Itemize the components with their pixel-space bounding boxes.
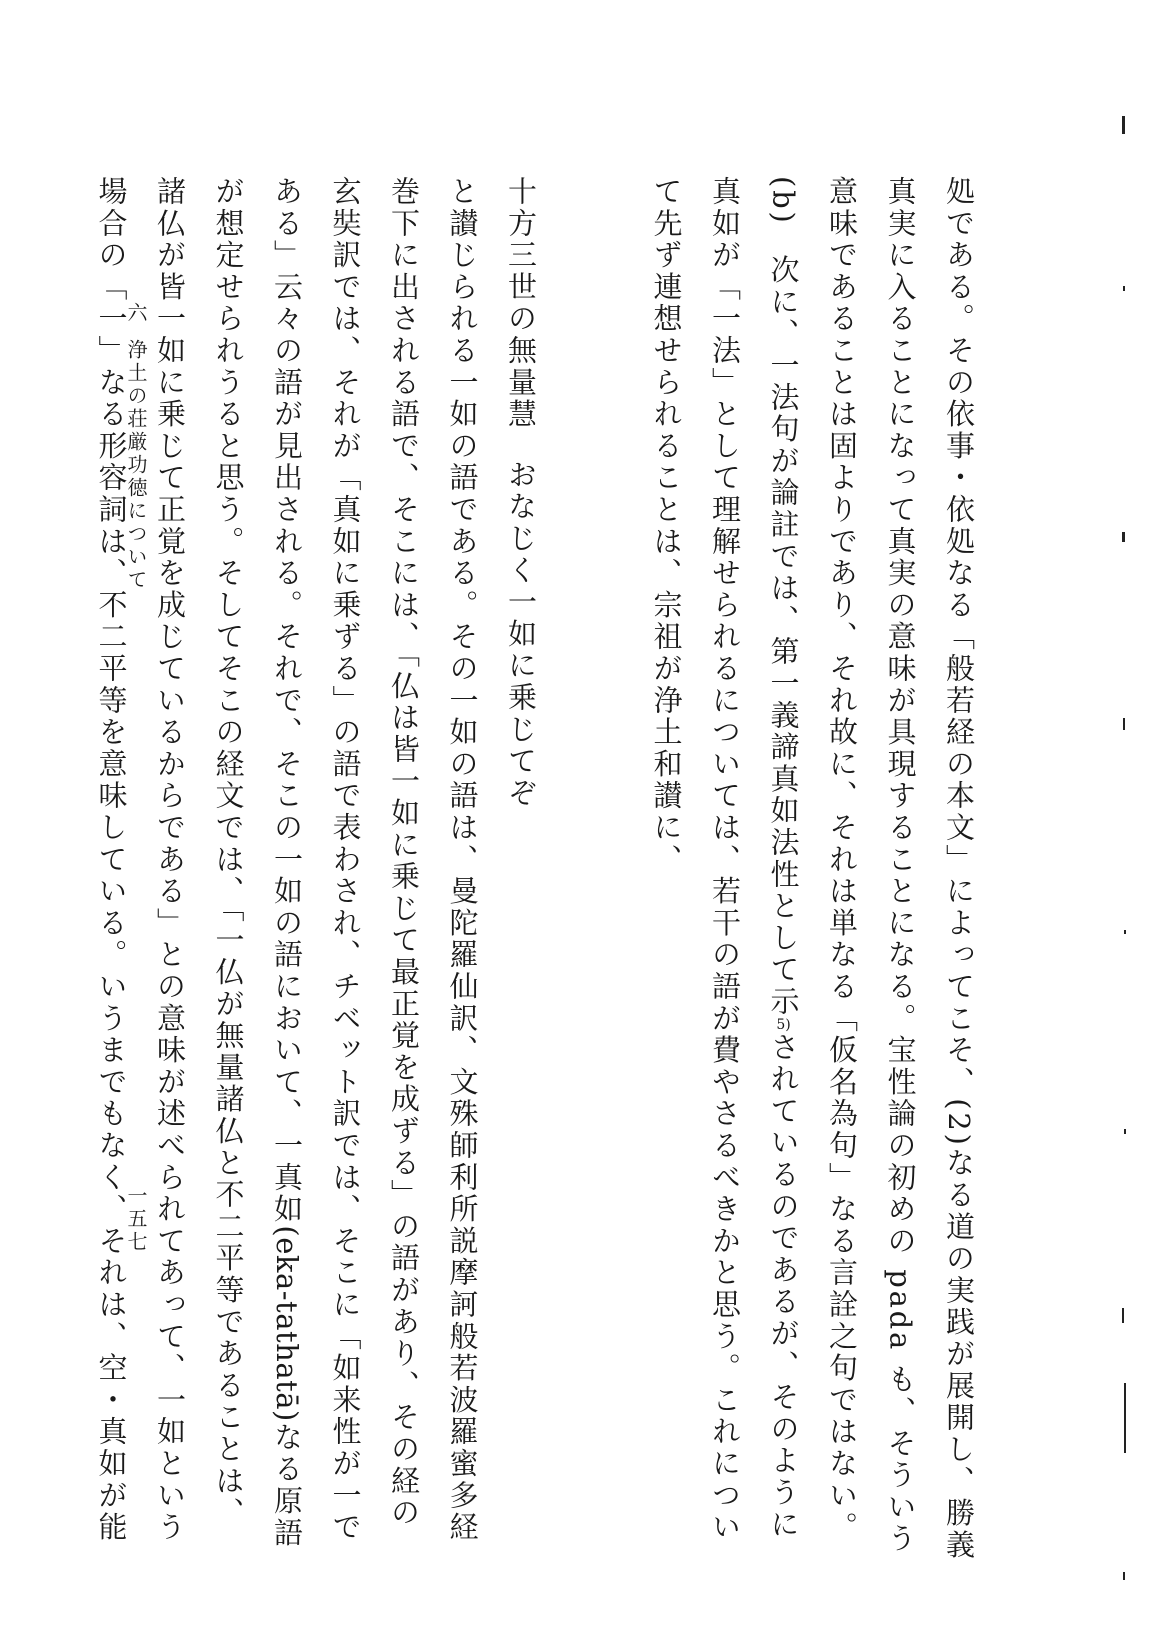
verse-part: おなじく一如に乗じてぞ xyxy=(504,459,538,810)
text-line: 真実に入ることになって真実の意味が具現することになる。宝性論の初めの pada も、そういう xyxy=(883,176,918,1555)
text-line: 真如が「一法」として理解せられるについては、若干の語が費やさるべきかと思う。これについ xyxy=(708,176,742,1544)
text-fragment: 次に、一法句が論註では、第一義諦真如法性として示 xyxy=(766,254,801,1018)
scan-mark xyxy=(1123,718,1125,730)
scan-mark xyxy=(1122,532,1125,542)
scan-mark xyxy=(1124,930,1126,934)
text-line xyxy=(258,176,317,1550)
text-fragment: なる原語 xyxy=(270,1421,304,1550)
text-line: 巻下に出される語で、そこには、「仏は皆一如に乗じて最正覚を成ずる」の語があり、その経の xyxy=(387,176,421,1529)
scan-mark xyxy=(1122,1308,1124,1323)
scan-mark xyxy=(1122,116,1125,134)
running-head xyxy=(124,302,148,592)
footnote-ref: 5) xyxy=(776,1017,791,1032)
text-line xyxy=(754,176,813,1541)
section-marker: (b) xyxy=(766,176,801,226)
text-line: て先ず連想せられることは、宗祖が浄土和讃に、 xyxy=(649,176,684,876)
text-fragment: ある」云々の語が見出される。それで、そこの一如の語において、一真如 xyxy=(270,176,304,1226)
verse-part: 十方三世の無量慧 xyxy=(504,176,538,431)
text-line: 場合の「一」なる形容詞は、不二平等を意味している。いうまでもなく、それは、空・真如が能 xyxy=(94,176,129,1544)
text-line: と讃じられる一如の語である。その一如の語は、曼陀羅仙訳、文殊師利所説摩訶般若波羅蜜多経 xyxy=(445,176,480,1544)
scan-mark xyxy=(1123,1572,1125,1580)
text-line: 意味であることは固よりであり、それ故に、それは単なる「仮名為句」なる言詮之句ではない。 xyxy=(825,176,859,1544)
scan-mark xyxy=(1124,1129,1126,1134)
scan-mark xyxy=(1124,1383,1126,1453)
scan-mark xyxy=(1123,286,1125,291)
chapter-number: 六 xyxy=(124,302,148,325)
verse-line xyxy=(492,176,638,1466)
text-line: 処である。その依事・依処なる「般若経の本文」によってこそ、(2)なる道の実践が展開し、勝義 xyxy=(942,176,976,1562)
text-line: 諸仏が皆一如に乗じて正覚を成じているからである」との意味が述べられてあって、一如という xyxy=(153,176,187,1544)
page-number: 一五七 xyxy=(124,1185,148,1254)
chapter-title: 浄土の荘厳功徳について xyxy=(124,339,148,592)
sanskrit-term: (eka-tathatā) xyxy=(270,1225,304,1422)
body-text xyxy=(82,176,988,1562)
text-line: 玄奘訳では、それが「真如に乗ずる」の語で表わされ、チベット訳では、そこに「如来性が一で xyxy=(328,176,363,1544)
text-line: が想定せられうると思う。そしてそこの経文では、「一仏が無量諸仏と不二平等であることは、 xyxy=(211,176,246,1529)
text-fragment: されているのであるが、そのように xyxy=(766,1031,801,1541)
